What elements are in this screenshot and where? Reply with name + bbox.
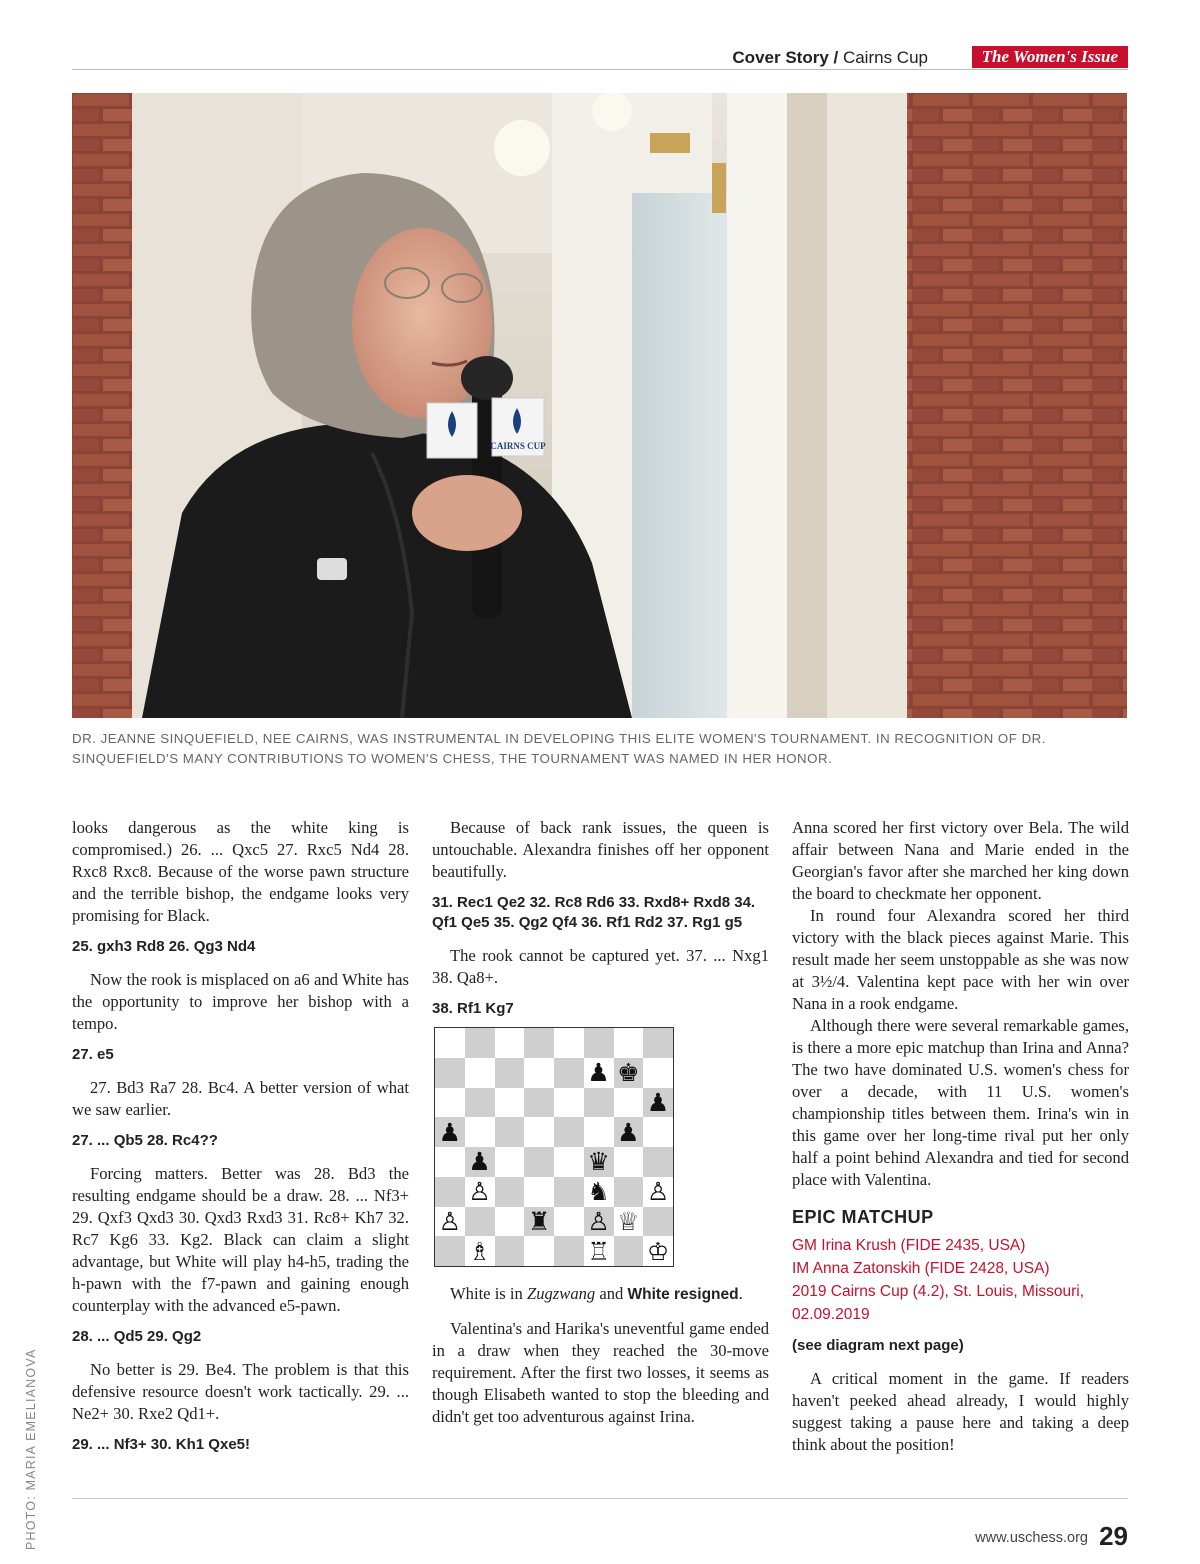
section-breadcrumb	[732, 48, 928, 68]
square-a5: ♟	[435, 1117, 465, 1147]
square-h1: ♔	[643, 1236, 673, 1266]
square-a7	[435, 1058, 465, 1088]
subsection-label: Cairns Cup	[842, 48, 928, 67]
square-f3: ♞	[584, 1177, 614, 1207]
square-g2: ♕	[614, 1207, 644, 1237]
paragraph: Forcing matters. Better was 28. Bd3 the resulting endgame should be a draw. 28. ... Nf3+ 29. Qxf3 Qxd3 30. Qxd3 Rxd3 31. Rc8+ Kh7 32. Rc7 Kg6 33. Kg2. Black can claim a slight advantage, but White will play h4-h5, trading the h-pawn with the f7-pawn and gaining enough counterplay with the advanced e5-pawn.	[72, 1164, 409, 1315]
square-f5	[584, 1117, 614, 1147]
mic-flag-label: CAIRNS CUP	[490, 441, 546, 451]
result-bold: White resigned	[627, 1286, 739, 1303]
square-b3: ♙	[465, 1177, 495, 1207]
paragraph: Now the rook is misplaced on a6 and White has the opportunity to improve her bishop with a tempo.	[72, 970, 409, 1033]
square-a2: ♙	[435, 1207, 465, 1237]
square-g6	[614, 1088, 644, 1118]
black-player: IM Anna Zatonskih (FIDE 2428, USA)	[792, 1260, 1050, 1277]
paragraph: The rook cannot be captured yet. 37. ... Nxg1 38. Qa8+.	[432, 946, 769, 987]
square-b4: ♟	[465, 1147, 495, 1177]
article-column-1	[72, 817, 409, 1467]
square-c1	[495, 1236, 525, 1266]
square-c4	[495, 1147, 525, 1177]
square-h4	[643, 1147, 673, 1177]
result-end: .	[738, 1284, 743, 1303]
square-e8	[554, 1028, 584, 1058]
square-h6: ♟	[643, 1088, 673, 1118]
square-g7: ♚	[614, 1058, 644, 1088]
square-b6	[465, 1088, 495, 1118]
white-player: GM Irina Krush (FIDE 2435, USA)	[792, 1237, 1026, 1254]
square-c7	[495, 1058, 525, 1088]
square-c5	[495, 1117, 525, 1147]
square-g1	[614, 1236, 644, 1266]
event-info: 2019 Cairns Cup (4.2), St. Louis, Missouri, 02.09.2019	[792, 1283, 1085, 1323]
paragraph: looks dangerous as the white king is compromised.) 26. ... Qxc5 27. Rxc5 Nd4 28. Rxc8 Rxc8. Because of the worse pawn structure and the terrible bishop, the endgame looks very promising for Black.	[72, 818, 409, 925]
square-f1: ♖	[584, 1236, 614, 1266]
square-d5	[524, 1117, 554, 1147]
page-number: 29	[1099, 1521, 1128, 1551]
paragraph: No better is 29. Be4. The problem is that this defensive resource doesn't work tactically. 29. ... Ne2+ 30. Rxe2 Qd1+.	[72, 1360, 409, 1423]
paragraph: Because of back rank issues, the queen is untouchable. Alexandra finishes off her opponent beautifully.	[432, 818, 769, 881]
square-f4: ♛	[584, 1147, 614, 1177]
square-c2	[495, 1207, 525, 1237]
square-e5	[554, 1117, 584, 1147]
feature-photo	[72, 93, 1127, 718]
footer-url: www.uschess.org	[975, 1530, 1088, 1546]
square-g8	[614, 1028, 644, 1058]
photo-credit: PHOTO: MARIA EMELIANOVA	[24, 1348, 38, 1550]
square-b5	[465, 1117, 495, 1147]
square-h5	[643, 1117, 673, 1147]
move-sequence: 38. Rf1 Kg7	[432, 1000, 514, 1017]
section-label: Cover Story /	[732, 48, 839, 67]
square-c6	[495, 1088, 525, 1118]
chess-diagram	[434, 1027, 674, 1267]
paragraph: A critical moment in the game. If readers haven't peeked ahead already, I would highly suggest taking a pause here and taking a deep think about the position!	[792, 1369, 1129, 1454]
square-g3	[614, 1177, 644, 1207]
photo-caption: DR. JEANNE SINQUEFIELD, NEE CAIRNS, WAS INSTRUMENTAL IN DEVELOPING THIS ELITE WOMEN'S TOURNAMENT. IN RECOGNITION OF DR. SINQUEFIELD'S MANY CONTRIBUTIONS TO WOMEN'S CHESS, THE TOURNAMENT WAS NAMED IN HER HONOR.	[72, 731, 1046, 766]
square-e4	[554, 1147, 584, 1177]
move-sequence: 28. ... Qd5 29. Qg2	[72, 1328, 202, 1345]
result-prefix: White is in	[450, 1284, 523, 1303]
square-a3	[435, 1177, 465, 1207]
square-d3	[524, 1177, 554, 1207]
square-d6	[524, 1088, 554, 1118]
issue-tag: The Women's Issue	[972, 46, 1128, 68]
paragraph: Anna scored her first victory over Bela. The wild affair between Nana and Marie ended in the Georgian's favor after she marched her king down the board to checkmate her opponent.	[792, 818, 1129, 903]
square-h8	[643, 1028, 673, 1058]
square-d7	[524, 1058, 554, 1088]
square-g5: ♟	[614, 1117, 644, 1147]
square-f2: ♙	[584, 1207, 614, 1237]
square-a8	[435, 1028, 465, 1058]
result-mid: and	[599, 1284, 624, 1303]
square-e2	[554, 1207, 584, 1237]
square-b2	[465, 1207, 495, 1237]
paragraph: In round four Alexandra scored her third victory with the black pieces against Marie. This result made her seem unstoppable as she was now at 3½/4. Valentina kept pace with her win over Nana in a rook endgame.	[792, 906, 1129, 1013]
game-header	[792, 1234, 1129, 1326]
footer-divider	[72, 1498, 1128, 1499]
square-b1: ♗	[465, 1236, 495, 1266]
square-e3	[554, 1177, 584, 1207]
paragraph: Although there were several remarkable games, is there a more epic matchup than Irina and Anna? The two have dominated U.S. women's chess for over a decade, with 11 U.S. women's championship titles between them. Irina's win in this game over her long-time rival put her only half a point behind Alexandra and tied for second place with Valentina.	[792, 1016, 1129, 1189]
square-e7	[554, 1058, 584, 1088]
move-sequence: 29. ... Nf3+ 30. Kh1 Qxe5!	[72, 1436, 251, 1453]
square-d2: ♜	[524, 1207, 554, 1237]
move-sequence: 27. ... Qb5 28. Rc4??	[72, 1132, 218, 1149]
square-e1	[554, 1236, 584, 1266]
section-heading: EPIC MATCHUP	[792, 1207, 934, 1227]
move-sequence: 27. e5	[72, 1046, 114, 1063]
chess-board	[435, 1028, 673, 1266]
diagram-note: (see diagram next page)	[792, 1337, 964, 1354]
square-c8	[495, 1028, 525, 1058]
square-h3: ♙	[643, 1177, 673, 1207]
game-result	[432, 1283, 769, 1306]
square-h7	[643, 1058, 673, 1088]
square-e6	[554, 1088, 584, 1118]
square-d4	[524, 1147, 554, 1177]
square-d1	[524, 1236, 554, 1266]
square-f7: ♟	[584, 1058, 614, 1088]
square-a4	[435, 1147, 465, 1177]
move-sequence: 31. Rec1 Qe2 32. Rc8 Rd6 33. Rxd8+ Rxd8 34. Qf1 Qe5 35. Qg2 Qf4 36. Rf1 Rd2 37. Rg1 g5	[432, 894, 756, 931]
result-italic: Zugzwang	[526, 1284, 596, 1303]
page-header	[72, 44, 1128, 70]
square-b8	[465, 1028, 495, 1058]
square-b7	[465, 1058, 495, 1088]
square-f8	[584, 1028, 614, 1058]
square-a1	[435, 1236, 465, 1266]
article-column-3	[792, 817, 1129, 1466]
square-d8	[524, 1028, 554, 1058]
square-a6	[435, 1088, 465, 1118]
move-sequence: 25. gxh3 Rd8 26. Qg3 Nd4	[72, 938, 256, 955]
square-h2	[643, 1207, 673, 1237]
square-f6	[584, 1088, 614, 1118]
article-column-2	[432, 817, 769, 1438]
square-g4	[614, 1147, 644, 1177]
paragraph: Valentina's and Harika's uneventful game ended in a draw when they reached the 30-move requirement. After the first two losses, it seems as though Elisabeth wanted to stop the bleeding and didn't get too adventurous against Irina.	[432, 1319, 769, 1426]
square-c3	[495, 1177, 525, 1207]
paragraph: 27. Bd3 Ra7 28. Bc4. A better version of what we saw earlier.	[72, 1078, 409, 1119]
